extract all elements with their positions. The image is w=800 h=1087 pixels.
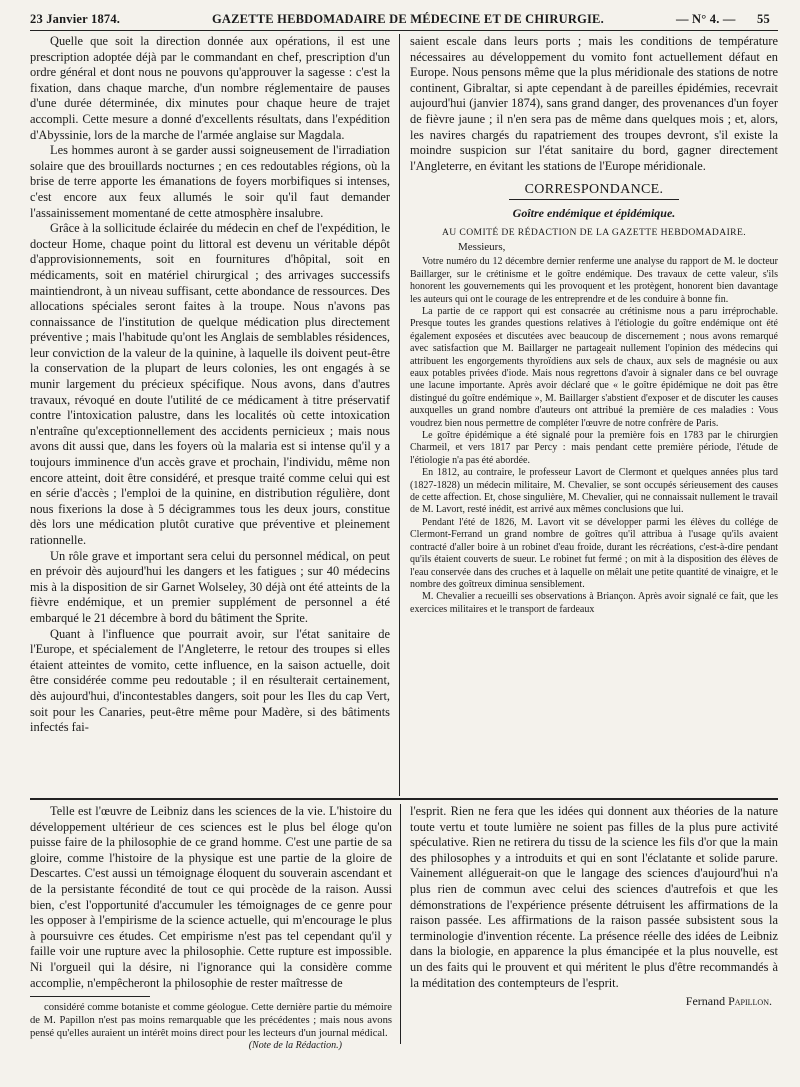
correspondance-heading: CORRESPONDANCE.	[509, 182, 679, 200]
paragraph: M. Chevalier a recueilli ses observations à Briançon. Après avoir signalé ce fait, que les exercices militaires et le transport de fardeaux	[410, 591, 778, 615]
paragraph: Les hommes auront à se garder aussi soigneusement de l'irradiation solaire que des brouillards nocturnes ; en ces redoutables régions, où la brise de terre apporte les émanations de foyers morbifiques si intenses, c'est encore aux feux allumés le soir qu'il faut demander l'assainissement momentané de cette atmosphère insalubre.	[30, 143, 390, 220]
upper-right-column	[410, 34, 778, 796]
signature-first: Fernand	[685, 994, 726, 1009]
paragraph: En 1812, au contraire, le professeur Lavort de Clermont et quelques années plus tard (1827-1828) un médecin militaire, M. Chevalier, se sont occupés sérieusement des causes de cette affection. Et, chose singulière, M. Chevalier, qui ne connaissait nullement le travail de M. Lavort, resté inédit, est arrivé aux mêmes conclusions que lui.	[410, 467, 778, 516]
paragraph: Telle est l'œuvre de Leibniz dans les sciences de la vie. L'histoire du développement ultérieur de ces sciences est le plus bel éloge qu'on puisse faire de la philosophie de ce grand homme. C'est une partie de sa gloire, comme l'histoire de la physique est une partie de la gloire de Descartes. C'est aussi un témoignage éloquent du souverain ascendant et de la persistante fécondité de tout ce qui procède de la raison. Aussi bien, c'est l'opportunité d'accumuler les témoignages de ce genre pour les opposer à l'empirisme de la science actuelle, qui m'encourage le plus à poursuivre ces études. Cet empirisme n'est pas tel cependant qu'il y faille voir une rupture avec la philosophie. Cette rupture est impossible. Ni l'orgueil qui la désire, ni l'ignorance qui la considère comme accomplie, n'empêcheront la philosophie de rester maîtresse de	[30, 804, 392, 990]
paragraph: Le goître épidémique a été signalé pour la première fois en 1783 par le chirurgien Charmeil, et vers 1817 par Percy : mais pendant cette première période, l'étude de l'étiologie n'a pas été abordée.	[410, 430, 778, 466]
lower-left-column	[30, 804, 392, 1082]
header-date: 23 Janvier 1874.	[30, 12, 121, 26]
paragraph: Grâce à la sollicitude éclairée du médecin en chef de l'expédition, le docteur Home, chaque point du littoral est devenu un véritable dépôt d'approvisionnements, soit en fournitures d'hôpital, soit en médicaments, soit en matériel chirurgical ; des arrivages successifs maintiendront, à un niveau suffisant, cette abondance de ressources. Des allocations spéciales seront faites à la troupe. Nous n'avons pas connaissance de l'institution de quelque médication plus directement préventive ; mais l'habitude qu'ont les Anglais de semblables résidences, leur conviction de la valeur de la quinine, à laquelle ils doivent peut-être la conservation de la plupart de leurs colonies, les ont engagés à se munir largement du précieux spécifique. Nous avons, dans d'autres travaux, révoqué en doute l'utilité de ce médicament à titre préservatif contre l'intoxication palustre, dans les localités où cette intoxication n'entraîne qu'exceptionnellement des accidents pernicieux ; mais nous avons dit aussi que, dans les foyers où la malaria est si intense qu'il y a toujours imminence d'un accès grave et prochain, l'individu, même non encore atteint, doit être considéré, et presque traité comme celui qui est en série d'accès ; l'emploi de la quinine, en distribution régulière, dont nous fixerions la dose à 5 décigrammes tous les deux jours, constitue dès lors une médication plutôt curative que préventive et pleinement rationnelle.	[30, 221, 390, 547]
signature	[410, 994, 778, 1009]
paragraph: La partie de ce rapport qui est consacrée au crétinisme nous a paru irréprochable. Presque toutes les grandes questions relatives à l'étiologie du goître endémique ont été également exposées et discutées avec beaucoup de discernement ; nous avons remarqué avec satisfaction que M. Baillarger ne partageait nullement l'opinion des médecins qui attribuent les engorgements thyroïdiens aux sels de chaux, aux sels de magnésie ou aux eaux potables privées d'iode. Mais nous regrettons d'avoir à signaler dans ce bel ouvrage une lacune importante. Après avoir déclaré que « le goître épidémique ne doit pas être distingué du goître endémique », M. Baillarger s'abstient d'exposer et de discuter les causes auxquelles un grand nombre d'auteurs ont attribué la première de ces maladies : Vous voudrez bien nous permettre de compléter l'œuvre de notre confrère de Paris.	[410, 305, 778, 429]
header-page-number: 55	[757, 12, 770, 26]
correspondance-recipient: AU COMITÉ DE RÉDACTION DE LA GAZETTE HEBDOMADAIRE.	[441, 227, 747, 239]
salutation: Messieurs,	[458, 241, 506, 254]
paragraph: Quelle que soit la direction donnée aux opérations, il est une prescription adoptée déjà par le commandant en chef, prescription d'un ordre général et dont nous ne pouvons qu'approuver la sagesse : c'est la fixation, dans chaque marche, d'un nombre réglementaire de pauses d'une durée déterminée, dix minutes pour chaque heure de trajet accompli. Cette mesure a donné d'excellents résultats, dans l'expédition d'Abyssinie, lors de la marche de l'armée anglaise sur Magdala.	[30, 34, 390, 142]
lower-right-column	[410, 804, 778, 1082]
lower-column-divider	[400, 804, 401, 1044]
running-header	[30, 6, 778, 30]
section-separator	[30, 798, 778, 800]
upper-left-column	[30, 34, 390, 796]
paragraph: Un rôle grave et important sera celui du personnel médical, on peut en prévoir dès aujourd'hui les dangers et les fatigues ; sur 40 médecins mis à la disposition de sir Garnet Wolseley, 30 déjà ont été atteints de la fièvre endémique, et un premier supplément de personnel a été embarqué le 21 décembre à bord du bâtiment the Sprite.	[30, 548, 390, 625]
header-issue-number: — N° 4. —	[676, 12, 736, 26]
header-journal-title: GAZETTE HEBDOMADAIRE DE MÉDECINE ET DE CHIRURGIE.	[212, 12, 604, 26]
footnote-rule	[30, 996, 150, 997]
paragraph: Votre numéro du 12 décembre dernier renferme une analyse du rapport de M. le docteur Baillarger, sur le crétinisme et le goître endémique. Des travaux de cette valeur, s'ils honorent les gouvernements qui les provoquent et les protègent, honorent bien davantage les auteurs qui ont le courage de les entreprendre et de les conduire à bonne fin.	[410, 256, 778, 305]
header-rule	[30, 30, 778, 31]
signature-last: Papillon.	[728, 994, 772, 1009]
footnote-tag: (Note de la Rédaction.)	[248, 1040, 342, 1052]
paragraph: saient escale dans leurs ports ; mais les conditions de température nécessaires au développement du vomito font actuellement défaut en Europe. Nous pensons même que la plus méridionale des stations de notre continent, Gibraltar, si apte cependant à de pareilles épidémies, recevrait aujourd'hui (janvier 1874), sans grand danger, des provenances d'un foyer de fièvre jaune ; il n'en sera pas de même dans quelques mois ; et, alors, les navires chargés du rapatriement des troupes devront, s'il existe la moindre suspicion sur l'état sanitaire du bord, gagner directement l'Angleterre, en évitant les stations de l'Europe méridionale.	[410, 34, 778, 173]
correspondance-subtitle: Goître endémique et épidémique.	[512, 206, 676, 221]
correspondance-body	[410, 256, 778, 616]
paragraph: Quant à l'influence que pourrait avoir, sur l'état sanitaire de l'Europe, et spécialement de l'Angleterre, le retour des troupes si elles étaient atteintes de vomito, cette influence, en la saison actuelle, doit être considérée comme peu redoutable ; il en résulterait certainement, dès aujourd'hui, d'incontestables dangers, soit pour les Iles du cap Vert, soit pour les Canaries, peut-être même pour Madère, si des bâtiments infectés fai-	[30, 626, 390, 735]
column-divider	[399, 34, 400, 796]
paragraph: Pendant l'été de 1826, M. Lavort vit se développer parmi les élèves du collége de Clermont-Ferrand un grand nombre de goîtres qu'il attribua à l'usage qu'ils avaient contracté d'aller boire à un robinet d'eau froide, durant les récréations, c'est-à-dire pendant qu'ils étaient couverts de sueur. Le robinet fut fermé ; on mit à la disposition des élèves de l'eau conservée dans des cruches et à laquelle on mêlait une petite quantité de vinaigre, et le nombre des goîtreux diminua sensiblement.	[410, 516, 778, 590]
paragraph: l'esprit. Rien ne fera que les idées qui donnent aux théories de la nature toute vertu et toute lumière ne soient pas filles de la plus pure activité spéculative. Rien ne retirera du tissu de la science les fils d'or que la main des philosophes y a introduits et qui en sont l'éclatante et solide parure. Vainement alléguerait-on que le langage des sciences d'aujourd'hui n'a plus rien de commun avec celui des sciences d'autrefois et que les démonstrations de l'expérience présente détruisent les affirmations de la raison passée. Les affirmations de la raison passée subsistent sous la terminologie d'invention récente. La présence réelle des idées de Leibniz dans la biologie, en apparence la plus émancipée et la plus nouvelle, est un des faits qui le prouvent et qui méritent le plus d'être recommandés à la méditation des contempteurs de l'esprit.	[410, 804, 778, 990]
footnote-text: considéré comme botaniste et comme géologue. Cette dernière partie du mémoire de M. Papillon n'est pas moins remarquable que les précédentes ; mais nous avons pensé qu'elles auraient un intérêt moins direct pour les lecteurs d'un journal médical.	[30, 1002, 392, 1040]
